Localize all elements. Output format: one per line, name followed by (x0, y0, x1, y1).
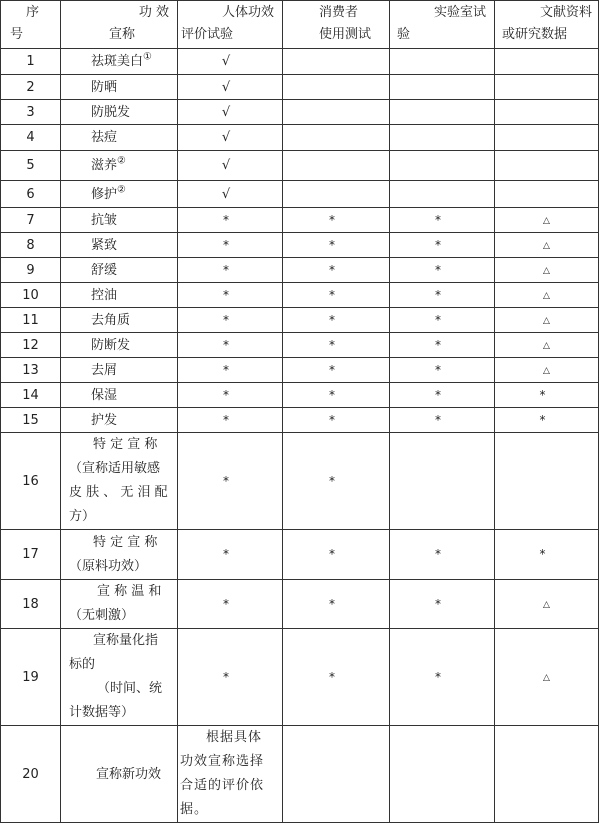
triangle-mark: △ (543, 265, 550, 276)
lab-test-cell (390, 408, 495, 433)
claim-line: （原料功效） (69, 558, 148, 574)
triangle-mark: △ (543, 599, 550, 610)
claim-label: 去角质 (91, 312, 131, 328)
note-line: 据。 (180, 802, 209, 817)
star-mark: * (223, 362, 229, 377)
literature-cell (495, 629, 599, 726)
triangle-mark: △ (543, 672, 550, 683)
table-row (1, 629, 599, 726)
star-mark: * (329, 287, 335, 302)
claim-label: 紧致 (91, 237, 118, 253)
claim-name (61, 100, 178, 125)
claim-name (61, 49, 178, 75)
literature-cell (495, 358, 599, 383)
literature-cell (495, 433, 599, 530)
table-row (1, 181, 599, 208)
claim-name (61, 408, 178, 433)
claim-name (61, 75, 178, 100)
star-mark: * (329, 596, 335, 611)
claim-line: 计数据等） (69, 705, 135, 720)
claim-label: 去屑 (91, 362, 118, 378)
star-mark: * (223, 262, 229, 277)
row-number: 4 (1, 125, 61, 151)
header-human-test: 人体功效 评价试验 (178, 1, 283, 49)
claim-line: 特 定 宣 称 (93, 534, 158, 550)
table-row (1, 308, 599, 333)
claim-label: 滋养 (91, 158, 118, 173)
header-claim: 功 效 宣称 (61, 1, 178, 49)
star-mark: * (329, 337, 335, 352)
claim-label: 防脱发 (91, 104, 131, 120)
star-mark: * (223, 287, 229, 302)
note-line: 功效宣称选择 (180, 754, 265, 769)
table-row (1, 433, 599, 530)
consumer-test-cell (283, 433, 390, 530)
header-consumer-test: 消费者 使用测试 (283, 1, 390, 49)
claim-name (61, 333, 178, 358)
triangle-mark: △ (543, 240, 550, 251)
star-mark: * (435, 669, 441, 684)
table-row (1, 125, 599, 151)
evaluation-basis-note (178, 726, 283, 823)
consumer-test-cell (283, 151, 390, 181)
lab-test-cell (390, 75, 495, 100)
claim-line: 皮 肤 、 无 泪 配 (69, 485, 168, 500)
claim-name (61, 283, 178, 308)
star-mark: * (435, 387, 441, 402)
row-number: 7 (1, 208, 61, 233)
header-literature: 文献资料 或研究数据 (495, 1, 599, 49)
row-number: 15 (1, 408, 61, 433)
star-mark: * (329, 212, 335, 227)
claim-line: 宣称量化指 (93, 633, 159, 648)
header-lab-test: 实验室试 验 (390, 1, 495, 49)
claim-label: 防断发 (91, 337, 131, 353)
human-test-cell (178, 151, 283, 181)
star-mark: * (435, 237, 441, 252)
claim-name (61, 726, 178, 823)
claim-label: 防晒 (91, 79, 118, 95)
lab-test-cell (390, 181, 495, 208)
check-mark: √ (221, 130, 231, 145)
star-mark: * (435, 547, 441, 561)
star-mark: * (435, 312, 441, 327)
star-mark: * (329, 312, 335, 327)
star-mark: * (223, 547, 229, 561)
claim-name (61, 258, 178, 283)
claim-label: 祛斑美白 (91, 54, 144, 69)
star-mark: * (223, 473, 229, 488)
table-row (1, 333, 599, 358)
claim-name (61, 383, 178, 408)
row-number: 5 (1, 151, 61, 181)
human-test-cell (178, 580, 283, 629)
star-mark: * (329, 237, 335, 252)
star-mark: * (329, 387, 335, 402)
claim-label: 舒缓 (91, 262, 118, 278)
footnote-marker: ② (117, 155, 126, 167)
literature-cell (495, 726, 599, 823)
lab-test-cell (390, 283, 495, 308)
human-test-cell (178, 49, 283, 75)
check-mark: √ (221, 79, 231, 95)
consumer-test-cell (283, 358, 390, 383)
human-test-cell (178, 233, 283, 258)
consumer-test-cell (283, 629, 390, 726)
literature-cell (495, 100, 599, 125)
consumer-test-cell (283, 75, 390, 100)
lab-test-cell (390, 383, 495, 408)
header-no: 序 号 (1, 1, 61, 49)
human-test-cell (178, 208, 283, 233)
row-number: 14 (1, 383, 61, 408)
literature-cell (495, 308, 599, 333)
consumer-test-cell (283, 308, 390, 333)
claim-name (61, 233, 178, 258)
star-mark: * (435, 287, 441, 302)
lab-test-cell (390, 308, 495, 333)
star-mark: * (223, 596, 229, 611)
consumer-test-cell (283, 100, 390, 125)
claim-name (61, 358, 178, 383)
literature-cell (495, 181, 599, 208)
header-row (1, 1, 599, 49)
star-mark: * (435, 212, 441, 227)
claim-name (61, 151, 178, 181)
star-mark: * (329, 262, 335, 277)
row-number: 16 (1, 433, 61, 530)
human-test-cell (178, 258, 283, 283)
consumer-test-cell (283, 125, 390, 151)
literature-cell (495, 258, 599, 283)
consumer-test-cell (283, 580, 390, 629)
table-row (1, 258, 599, 283)
literature-cell (495, 283, 599, 308)
claim-label: 护发 (91, 412, 118, 428)
triangle-mark: △ (543, 215, 550, 226)
star-mark: * (329, 362, 335, 377)
table-row (1, 408, 599, 433)
literature-cell (495, 125, 599, 151)
star-mark: * (329, 669, 335, 684)
table-row (1, 726, 599, 823)
star-mark: * (435, 362, 441, 377)
row-number: 20 (1, 726, 61, 823)
lab-test-cell (390, 151, 495, 181)
row-number: 19 (1, 629, 61, 726)
literature-cell (495, 49, 599, 75)
star-mark: * (539, 412, 546, 427)
lab-test-cell (390, 530, 495, 580)
triangle-mark: △ (543, 315, 550, 326)
table-row (1, 49, 599, 75)
claim-line: （宣称适用敏感 (69, 461, 161, 476)
table-row (1, 208, 599, 233)
claim-label: 宣称新功效 (96, 766, 162, 782)
consumer-test-cell (283, 333, 390, 358)
human-test-cell (178, 308, 283, 333)
star-mark: * (539, 387, 546, 402)
row-number: 8 (1, 233, 61, 258)
human-test-cell (178, 408, 283, 433)
claim-name (61, 181, 178, 208)
table-row (1, 151, 599, 181)
row-number: 1 (1, 49, 61, 75)
lab-test-cell (390, 358, 495, 383)
star-mark: * (223, 212, 229, 227)
lab-test-cell (390, 333, 495, 358)
star-mark: * (329, 412, 335, 427)
note-line: 合适的评价依 (180, 778, 265, 793)
human-test-cell (178, 358, 283, 383)
literature-cell (495, 333, 599, 358)
row-number: 10 (1, 283, 61, 308)
star-mark: * (223, 669, 229, 684)
claim-name (61, 125, 178, 151)
claim-name (61, 308, 178, 333)
row-number: 6 (1, 181, 61, 208)
claim-line: 标的 (69, 657, 96, 672)
star-mark: * (435, 337, 441, 352)
triangle-mark: △ (543, 340, 550, 351)
star-mark: * (329, 473, 335, 488)
check-mark: √ (221, 54, 231, 69)
human-test-cell (178, 75, 283, 100)
table-row (1, 233, 599, 258)
claim-name (61, 580, 178, 629)
claim-label: 抗皱 (91, 212, 118, 228)
table-row (1, 530, 599, 580)
table-row (1, 383, 599, 408)
lab-test-cell (390, 433, 495, 530)
star-mark: * (223, 412, 229, 427)
human-test-cell (178, 125, 283, 151)
lab-test-cell (390, 726, 495, 823)
star-mark: * (223, 387, 229, 402)
consumer-test-cell (283, 383, 390, 408)
star-mark: * (539, 547, 546, 561)
claim-line: 方） (69, 509, 96, 524)
lab-test-cell (390, 258, 495, 283)
row-number: 11 (1, 308, 61, 333)
consumer-test-cell (283, 49, 390, 75)
lab-test-cell (390, 100, 495, 125)
claim-name (61, 208, 178, 233)
row-number: 18 (1, 580, 61, 629)
star-mark: * (329, 547, 335, 561)
claim-label: 祛痘 (91, 130, 118, 145)
claim-name (61, 629, 178, 726)
row-number: 3 (1, 100, 61, 125)
literature-cell (495, 233, 599, 258)
human-test-cell (178, 629, 283, 726)
triangle-mark: △ (543, 290, 550, 301)
claim-line: （无刺激） (69, 608, 135, 623)
table-row (1, 283, 599, 308)
star-mark: * (223, 312, 229, 327)
star-mark: * (435, 412, 441, 427)
lab-test-cell (390, 629, 495, 726)
literature-cell (495, 383, 599, 408)
claim-label: 修护 (91, 186, 118, 202)
table-row (1, 100, 599, 125)
footnote-marker: ② (117, 184, 126, 196)
table-row (1, 75, 599, 100)
lab-test-cell (390, 208, 495, 233)
literature-cell (495, 580, 599, 629)
claim-name (61, 530, 178, 580)
consumer-test-cell (283, 408, 390, 433)
human-test-cell (178, 333, 283, 358)
table-row (1, 358, 599, 383)
star-mark: * (435, 262, 441, 277)
lab-test-cell (390, 49, 495, 75)
consumer-test-cell (283, 258, 390, 283)
human-test-cell (178, 530, 283, 580)
star-mark: * (223, 237, 229, 252)
claim-line: 特 定 宣 称 (93, 437, 158, 452)
note-line: 根据具体 (206, 730, 263, 745)
row-number: 2 (1, 75, 61, 100)
consumer-test-cell (283, 233, 390, 258)
claim-label: 控油 (91, 287, 118, 303)
claim-name (61, 433, 178, 530)
check-mark: √ (221, 186, 231, 202)
literature-cell (495, 151, 599, 181)
lab-test-cell (390, 233, 495, 258)
row-number: 17 (1, 530, 61, 580)
human-test-cell (178, 433, 283, 530)
consumer-test-cell (283, 726, 390, 823)
human-test-cell (178, 383, 283, 408)
lab-test-cell (390, 125, 495, 151)
consumer-test-cell (283, 208, 390, 233)
check-mark: √ (221, 104, 231, 120)
human-test-cell (178, 283, 283, 308)
human-test-cell (178, 100, 283, 125)
claim-line: 宣 称 温 和 (97, 584, 162, 599)
row-number: 13 (1, 358, 61, 383)
row-number: 9 (1, 258, 61, 283)
claim-label: 保湿 (91, 387, 118, 403)
lab-test-cell (390, 580, 495, 629)
table-row (1, 580, 599, 629)
triangle-mark: △ (543, 365, 550, 376)
human-test-cell (178, 181, 283, 208)
literature-cell (495, 408, 599, 433)
row-number: 12 (1, 333, 61, 358)
check-mark: √ (221, 158, 231, 173)
literature-cell (495, 208, 599, 233)
consumer-test-cell (283, 283, 390, 308)
consumer-test-cell (283, 181, 390, 208)
claim-line: （时间、统 (97, 681, 163, 696)
footnote-marker: ① (143, 51, 152, 63)
star-mark: * (223, 337, 229, 352)
literature-cell (495, 75, 599, 100)
star-mark: * (435, 596, 441, 611)
consumer-test-cell (283, 530, 390, 580)
literature-cell (495, 530, 599, 580)
